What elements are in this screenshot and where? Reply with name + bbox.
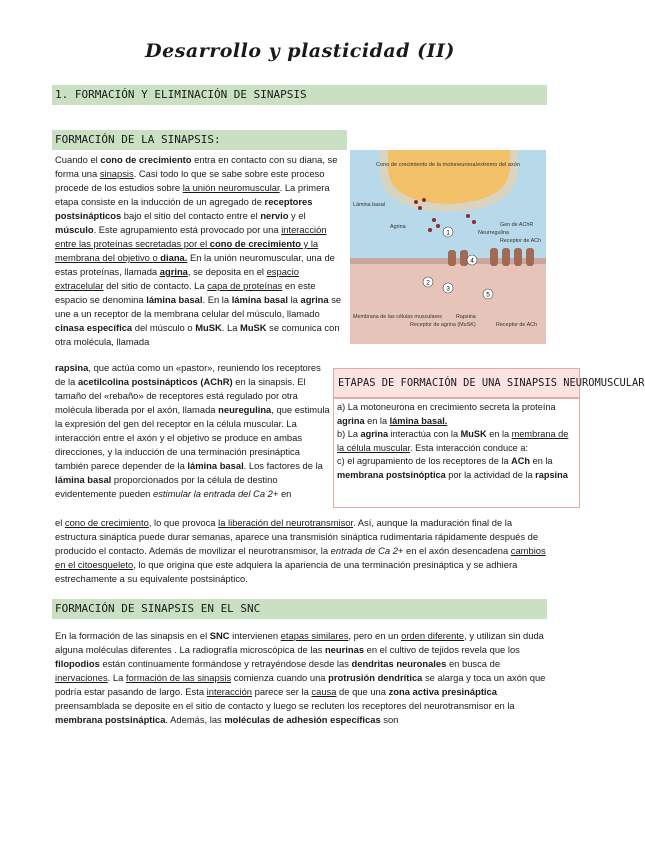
label-lamina: Lámina basal [353,202,386,208]
text-run: agrina [337,415,365,426]
text-run: proporcionados por la célula de destino evidentemente pueden [55,474,278,499]
text-run: membrana de la célula muscular [337,429,569,453]
step-marker-5: 5 [486,291,490,299]
text-run: lámina basal [55,474,112,485]
text-run: , se deposita en el [187,266,267,277]
label-neuregulin: Neurregulina [478,230,509,236]
text-run: MuSK [240,322,267,333]
text-run: en [278,488,292,499]
text-run: la liberación del neurotransmisor [218,517,354,528]
text-run: rapsina [535,469,568,480]
text-run: . Así, aunque la maduración final de la estructura sináptica puede durar semanas, aparece una transmisión sináptica rudimentaria rápidamente después de producido el contacto. Además de movilizar el neurotransmisor, la [55,517,539,556]
label-ach-receptor-bottom: Receptor de ACh [496,322,538,328]
text-run: . La primera etapa consiste en la inducción de un agregado de [55,182,330,207]
text-run: interacción entre las proteínas secretadas por el [55,224,327,249]
text-run: entrada de Ca 2+ [330,545,404,556]
text-run: formación de las sinapsis [125,672,232,683]
text-run: causa [311,686,337,697]
text-run: inervaciones [55,672,108,683]
text-run: MuSK [460,429,487,439]
text-run: . Casi todo lo que se sabe sobre este proceso procede de los estudios sobre [55,168,325,193]
label-agrin: Agrina [390,224,406,230]
text-run: se alarga y toca un axón que podría estar pasando de largo. Esta [55,672,546,697]
text-run: cinasa específica [55,322,133,333]
step-marker-1: 1 [446,229,450,237]
text-run: filopodios [55,658,100,669]
subsection-heading-synapse-formation: FORMACIÓN DE LA SINAPSIS: [52,130,347,150]
text-run: cono de crecimiento [100,154,192,165]
text-run: . Este agrupamiento está provocado por una [93,224,282,235]
text-run: . Esta interacción conduce a: [410,442,529,453]
step-marker-3: 3 [446,285,450,293]
text-run: ACh [511,456,531,466]
text-run: en la sinapsis. El tamaño del «rebaño» de receptores está regulado por otra molécula liberada por el axón, llamada [55,376,306,415]
text-run: se une a un receptor de la membrana celular del músculo, llamado [55,294,342,319]
neuromuscular-junction-diagram [350,150,546,344]
text-run: del sitio de contacto. La [103,280,208,291]
text-run: membrana postsinóptica [337,469,446,480]
text-run: espacio extracelular [55,266,299,291]
text-run: por la actividad de la [445,469,536,480]
label-membrane: Membrana de las células musculares [353,314,442,320]
text-run: lámina basal [187,460,244,471]
text-run: , pero en un [348,630,402,641]
text-run: de que una [336,686,389,697]
text-run: . En la [202,294,232,305]
text-run: Cuando el [55,154,101,165]
text-run: nervio [260,210,289,221]
text-run: diana. [160,252,188,263]
text-run: cono de crecimiento [209,238,301,249]
step-marker-4: 4 [470,257,474,265]
text-run: están continuamente formándose y retrayéndose desde las [99,658,352,669]
step-marker-2: 2 [426,279,430,287]
text-run: , que actúa como un «pastor», reuniendo los receptores de la [55,362,321,387]
text-run: parece ser la [252,686,312,697]
stages-box [333,398,580,508]
text-run: en el cultivo de tejidos revela que los [364,644,520,655]
text-run: MuSK [195,322,222,333]
text-run: bajo el sitio del contacto entre el [121,210,261,221]
text-run: interacción [206,686,253,697]
text-run: se comunica con otra molécula, llamada [55,322,340,347]
text-run: receptores postsinápticos [55,196,313,221]
text-run: , que estimula la expresión del gen del receptor en la célula muscular. La interacción entre el axón y el objetivo se produce en ambas direcciones, y la inducción de una terminación presináptica también parece depender de la [55,404,330,471]
text-run: cono de crecimiento [64,517,149,528]
text-run: a) La motoneurona en crecimiento secreta la proteína [337,402,556,412]
stages-text [337,401,577,482]
text-run: rapsina [55,362,89,373]
label-ach-gene: Gen de AChR [500,222,534,228]
section-heading-formation-elimination: 1. FORMACIÓN Y ELIMINACIÓN DE SINAPSIS [52,85,547,105]
text-run: , lo que origina que este adquiera la apariencia de una terminación presináptica y se adhiera estrechamente a su equivalente postsináptico. [55,559,518,584]
text-run: en la [530,456,553,466]
text-run: zona activa presináptica [388,686,497,697]
text-run: moléculas de adhesión específicas [224,714,381,725]
text-run: agrina [159,266,188,277]
label-growth-cone: Cono de crecimiento de la motoneurona/extremo del axón [376,162,520,168]
text-run: del músculo o [132,322,196,333]
text-run: b) La [337,429,361,439]
text-run: preensamblada se deposite en el sitio de contacto y luego se recluten los receptores del neurotransmisor en la [55,700,515,711]
text-run: neurinas [324,644,365,655]
text-run: , y utilizan sin duda alguna moléculas diferentes . La radiografía microscópica de las [55,630,544,655]
text-run: son [380,714,399,725]
text-run: lámina basal [231,294,288,305]
paragraph-synapse-formation-middle [55,361,331,501]
section-heading-snc: FORMACIÓN DE SINAPSIS EN EL SNC [52,599,547,619]
stages-heading: ETAPAS DE FORMACIÓN DE UNA SINAPSIS NEUROMUSCULAR [333,368,580,398]
text-run: . La [221,322,241,333]
text-run: y el [288,210,306,221]
text-run: lámina basal [146,294,203,305]
text-run: el [55,517,65,528]
text-run: músculo [55,224,94,235]
text-run: agrina [360,429,389,439]
page-title: Desarrollo y plasticidad (II) [145,40,455,62]
text-run: SNC [209,630,230,641]
text-run: cambios en el citoesqueleto [55,545,546,570]
text-run: neuregulina [218,404,272,415]
text-run: en el axón desencadena [403,545,511,556]
text-run: En la formación de las sinapsis en el [55,630,210,641]
text-run: . Los factores de la [243,460,323,471]
text-run: lámina basal. [389,415,448,426]
text-run: la [287,294,301,305]
text-run: En la unión neuromuscular, una de estas proteínas, llamada [55,252,335,277]
paragraph-synapse-formation-end [55,516,547,586]
text-run: , lo que provoca [148,517,219,528]
paragraph-synapse-formation-top [55,153,347,349]
text-run: protrusión dendrítica [328,672,423,683]
label-ach-receptor-right: Receptor de ACh [500,238,542,244]
text-run: . Además, las [165,714,225,725]
text-run: intervienen [229,630,281,641]
text-run: acetilcolina postsinápticos (AChR) [77,376,233,387]
text-run: dendritas neuronales [351,658,447,669]
text-run: comienza cuando una [231,672,329,683]
text-run: . La [107,672,126,683]
text-run: agrina [300,294,329,305]
text-run: en busca de [446,658,501,669]
text-run: en este espacio se denomina [55,280,316,305]
text-run: estimular la entrada del Ca 2+ [153,488,279,499]
text-run: y la membrana del objetivo o [55,238,319,263]
text-run: en la [364,415,390,426]
label-rapsin: Rapsina [456,314,476,320]
muscle-cell [350,262,546,344]
paragraph-snc [55,629,547,727]
text-run: en la [486,429,512,439]
text-run: sinapsis [99,168,134,179]
text-run: c) el agrupamiento de los receptores de la [337,456,512,466]
text-run: entra en contacto con su diana, se forma una [55,154,338,179]
text-run: capa de proteínas [207,280,283,291]
text-run: orden diferente [401,630,465,641]
label-musk: Receptor de agrina (MuSK) [410,322,476,328]
text-run: membrana postsináptica [55,714,166,725]
text-run: la unión neuromuscular [182,182,280,193]
text-run: interactúa con la [388,429,461,439]
text-run: etapas similares [280,630,349,641]
